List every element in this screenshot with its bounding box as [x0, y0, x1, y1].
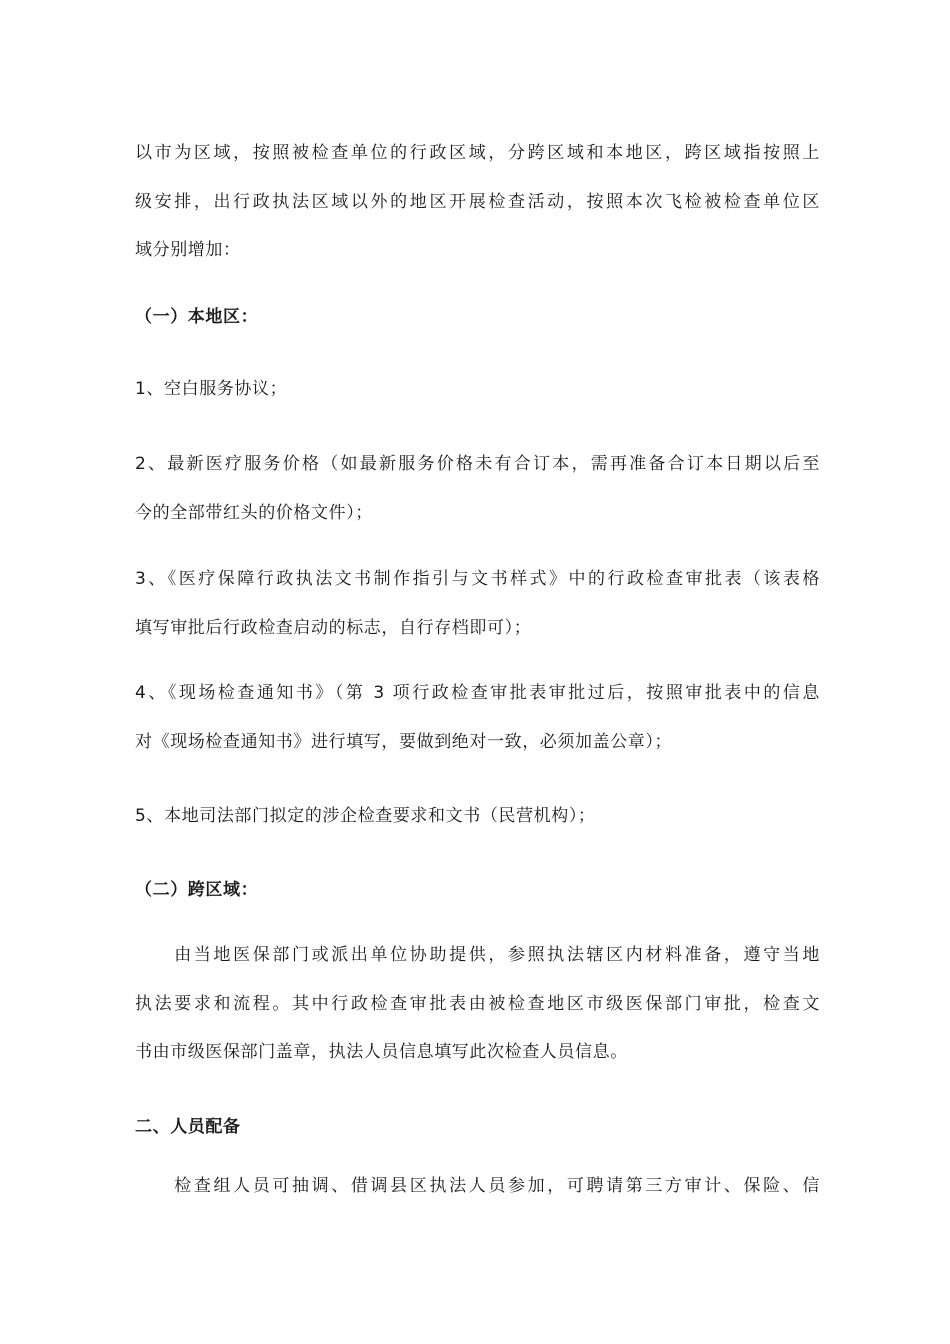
section-staff-paragraph: 检查组人员可抽调、借调县区执法人员参加，可聘请第三方审计、保险、信: [135, 1176, 820, 1196]
local-item-5: 5、本地司法部门拟定的涉企检查要求和文书（民营机构）；: [135, 806, 596, 826]
local-item-3: 3、《医疗保障行政执法文书制作指引与文书样式》中的行政检查审批表（该表格 填写审批后行政检查启动的标志，自行存档即可）；: [135, 569, 820, 638]
local-item-2: 2、最新医疗服务价格（如最新服务价格未有合订本，需再准备合订本日期以后至 今的全部带红头的价格文件）；: [135, 454, 820, 523]
local-item-1: 1、空白服务协议；: [135, 379, 288, 399]
section-staff-heading: 二、人员配备: [135, 1117, 241, 1137]
local-item-4: 4、《现场检查通知书》（第 3 项行政检查审批表审批过后，按照审批表中的信息 对《现场检查通知书》进行填写，要做到绝对一致，必须加盖公章）；: [135, 683, 820, 752]
section-cross-paragraph: 由当地医保部门或派出单位协助提供，参照执法辖区内材料准备，遵守当地 执法要求和流程。其中行政检查审批表由被检查地区市级医保部门审批，检查文 书由市级医保部门盖章，执法人员信息填写此次检查人员信息。: [135, 945, 820, 1062]
section-cross-heading: （二）跨区域：: [135, 880, 259, 900]
intro-line-1: 以市为区域，按照被检查单位的行政区域，分跨区域和本地区，跨区域指按照上: [135, 143, 820, 163]
intro-paragraph: [135, 129, 820, 275]
section-local-heading: （一）本地区：: [135, 307, 259, 327]
intro-line-2: 级安排，出行政执法区域以外的地区开展检查活动，按照本次飞检被检查单位区: [135, 191, 820, 212]
intro-line-3: 域分别增加：: [135, 240, 241, 260]
